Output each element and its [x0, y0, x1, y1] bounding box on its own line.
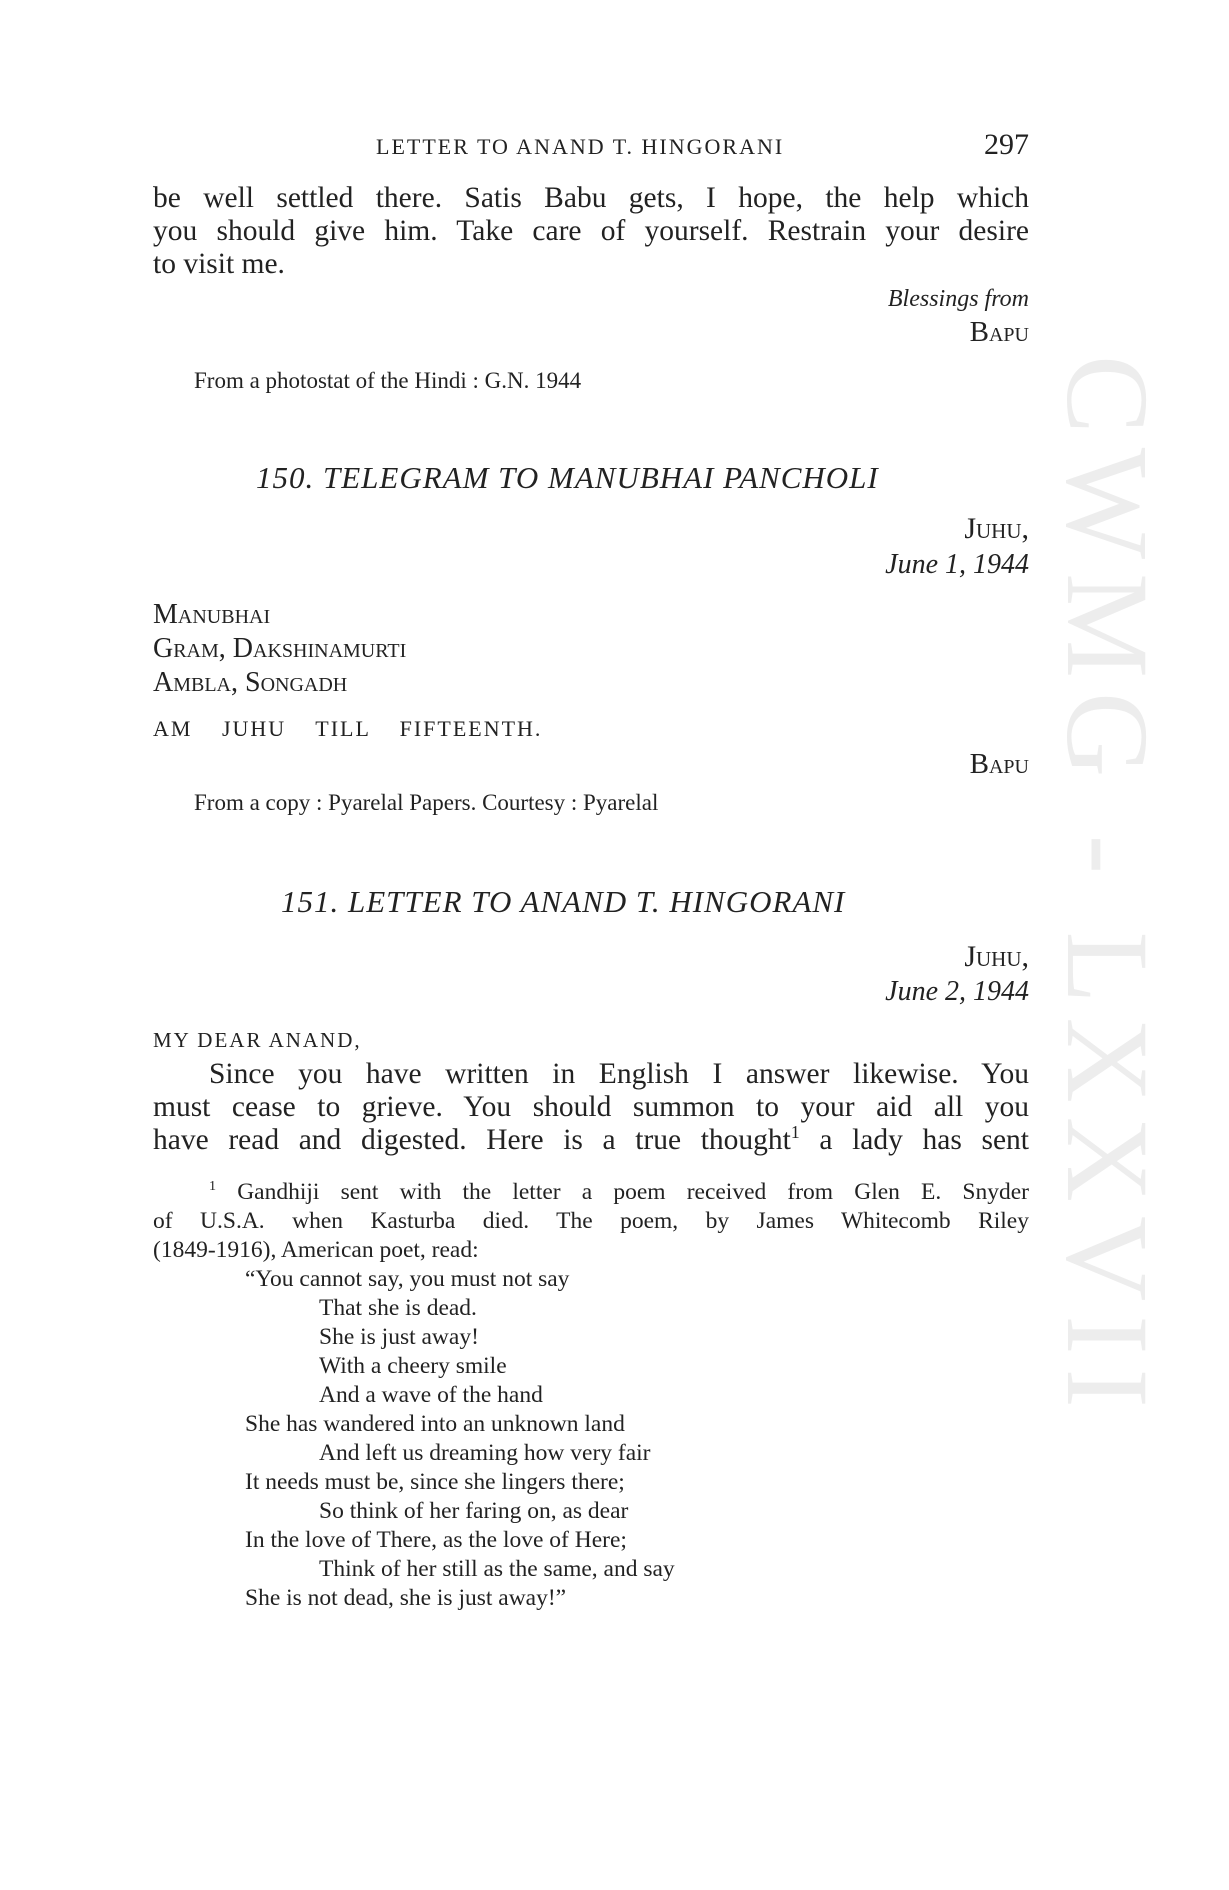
footnote-line: (1849-1916), American poet, read: [153, 1237, 479, 1263]
continuation-paragraph [153, 182, 1029, 281]
poem-line: And a wave of the hand [319, 1382, 543, 1408]
telegram-message: AM JUHU TILL FIFTEENTH. [153, 716, 543, 741]
text-line: must cease to grieve. You should summon to your aid all you [153, 1091, 1029, 1123]
date-line: June 1, 1944 [885, 549, 1029, 580]
salutation: MY DEAR ANAND, [153, 1028, 362, 1052]
poem-line: “You cannot say, you must not say [245, 1266, 570, 1292]
text-line: Since you have written in English I answer likewise. You [209, 1058, 1029, 1090]
source-note: From a photostat of the Hindi : G.N. 1944 [194, 368, 582, 393]
text-fragment: Gandhiji sent with the letter a poem received from Glen E. Snyder [237, 1179, 1030, 1205]
poem-line: So think of her faring on, as dear [319, 1498, 629, 1524]
poem-line: That she is dead. [319, 1295, 477, 1321]
place-line: Juhu, [964, 512, 1029, 545]
text-fragment: a lady has sent [819, 1124, 1029, 1156]
footnote-line: of U.S.A. when Kasturba died. The poem, by James Whitecomb Riley [153, 1208, 1029, 1234]
letter-body [153, 1058, 1029, 1157]
poem-line: She is not dead, she is just away!” [245, 1585, 567, 1611]
poem-line: She has wandered into an unknown land [245, 1411, 625, 1437]
poem-line: And left us dreaming how very fair [319, 1440, 651, 1466]
footnote-marker: 1 [209, 1178, 217, 1195]
poem-line: It needs must be, since she lingers there; [245, 1469, 625, 1495]
poem-line: In the love of There, as the love of Here; [245, 1527, 627, 1553]
address-block [153, 598, 406, 700]
source-note: From a copy : Pyarelal Papers. Courtesy : Pyarelal [194, 790, 659, 815]
poem [245, 1265, 675, 1613]
signature-bapu: Bapu [969, 316, 1029, 348]
page-number: 297 [984, 128, 1029, 161]
signature-bapu: Bapu [969, 748, 1029, 780]
footnote [153, 1178, 1029, 1265]
text-line: to visit me. [153, 248, 285, 280]
text-line [153, 1124, 1029, 1157]
text-line: you should give him. Take care of yourself. Restrain your desire [153, 215, 1029, 247]
section-heading-151: 151. LETTER TO ANAND T. HINGORANI [281, 884, 846, 919]
text-line: be well settled there. Satis Babu gets, I hope, the help which [153, 182, 1029, 214]
poem-line: She is just away! [319, 1324, 479, 1350]
place-line: Juhu, [964, 940, 1029, 973]
text-fragment: have read and digested. Here is a true thought [153, 1124, 791, 1156]
blessing-line: Blessings from [887, 286, 1029, 312]
footnote-marker: 1 [790, 1122, 800, 1143]
date-line: June 2, 1944 [885, 976, 1029, 1007]
footnote-line [153, 1178, 1029, 1207]
address-line: Ambla, Songadh [153, 667, 348, 698]
section-heading-150: 150. TELEGRAM TO MANUBHAI PANCHOLI [256, 460, 879, 495]
running-head: LETTER TO ANAND T. HINGORANI [376, 134, 785, 159]
watermark: CWMG - LXXVII [1042, 355, 1173, 1422]
address-line: Gram, Dakshinamurti [153, 633, 407, 664]
poem-line: Think of her still as the same, and say [319, 1556, 675, 1582]
address-line: Manubhai [153, 599, 271, 630]
poem-line: With a cheery smile [319, 1353, 507, 1379]
